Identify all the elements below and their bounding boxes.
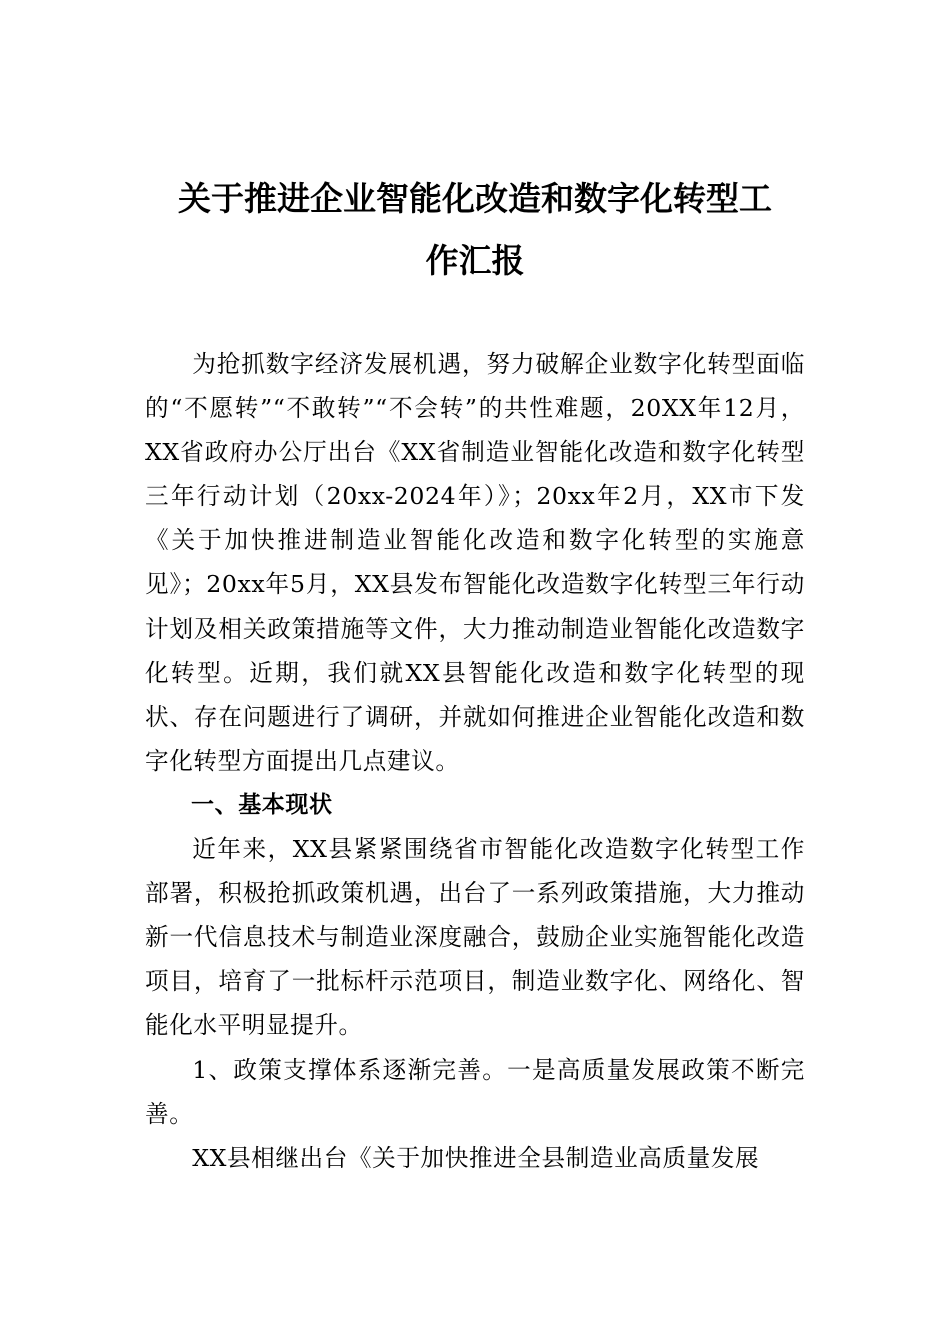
document-body <box>145 342 805 1180</box>
title-line-1: 关于推进企业智能化改造和数字化转型工 <box>178 179 772 218</box>
continuation-paragraph: XX县相继出台《关于加快推进全县制造业高质量发展 <box>192 1143 760 1172</box>
policy-paragraph: 1、政策支撑体系逐渐完善。一是高质量发展政策不断完善。 <box>145 1055 805 1128</box>
intro-paragraph: 为抢抓数字经济发展机遇，努力破解企业数字化转型面临的“不愿转”“不敢转”“不会转”的共性难题，20XX年12月，XX省政府办公厅出台《XX省制造业智能化改造和数字化转型三年行动计划（20xx-2024年）》；20xx年2月，XX市下发《关于加快推进制造业智能化改造和数字化转型的实施意见》；20xx年5月，XX县发布智能化改造数字化转型三年行动计划及相关政策措施等文件，大力推动制造业智能化改造数字化转型。近期，我们就XX县智能化改造和数字化转型的现状、存在问题进行了调研，并就如何推进企业智能化改造和数字化转型方面提出几点建议。 <box>145 350 805 775</box>
document-title <box>145 168 805 292</box>
section-heading: 一、基本现状 <box>191 791 333 818</box>
title-line-2: 作汇报 <box>425 241 525 280</box>
status-paragraph: 近年来，XX县紧紧围绕省市智能化改造数字化转型工作部署，积极抢抓政策机遇，出台了一系列政策措施，大力推动新一代信息技术与制造业深度融合，鼓励企业实施智能化改造项目，培育了一批标杆示范项目，制造业数字化、网络化、智能化水平明显提升。 <box>145 835 805 1040</box>
